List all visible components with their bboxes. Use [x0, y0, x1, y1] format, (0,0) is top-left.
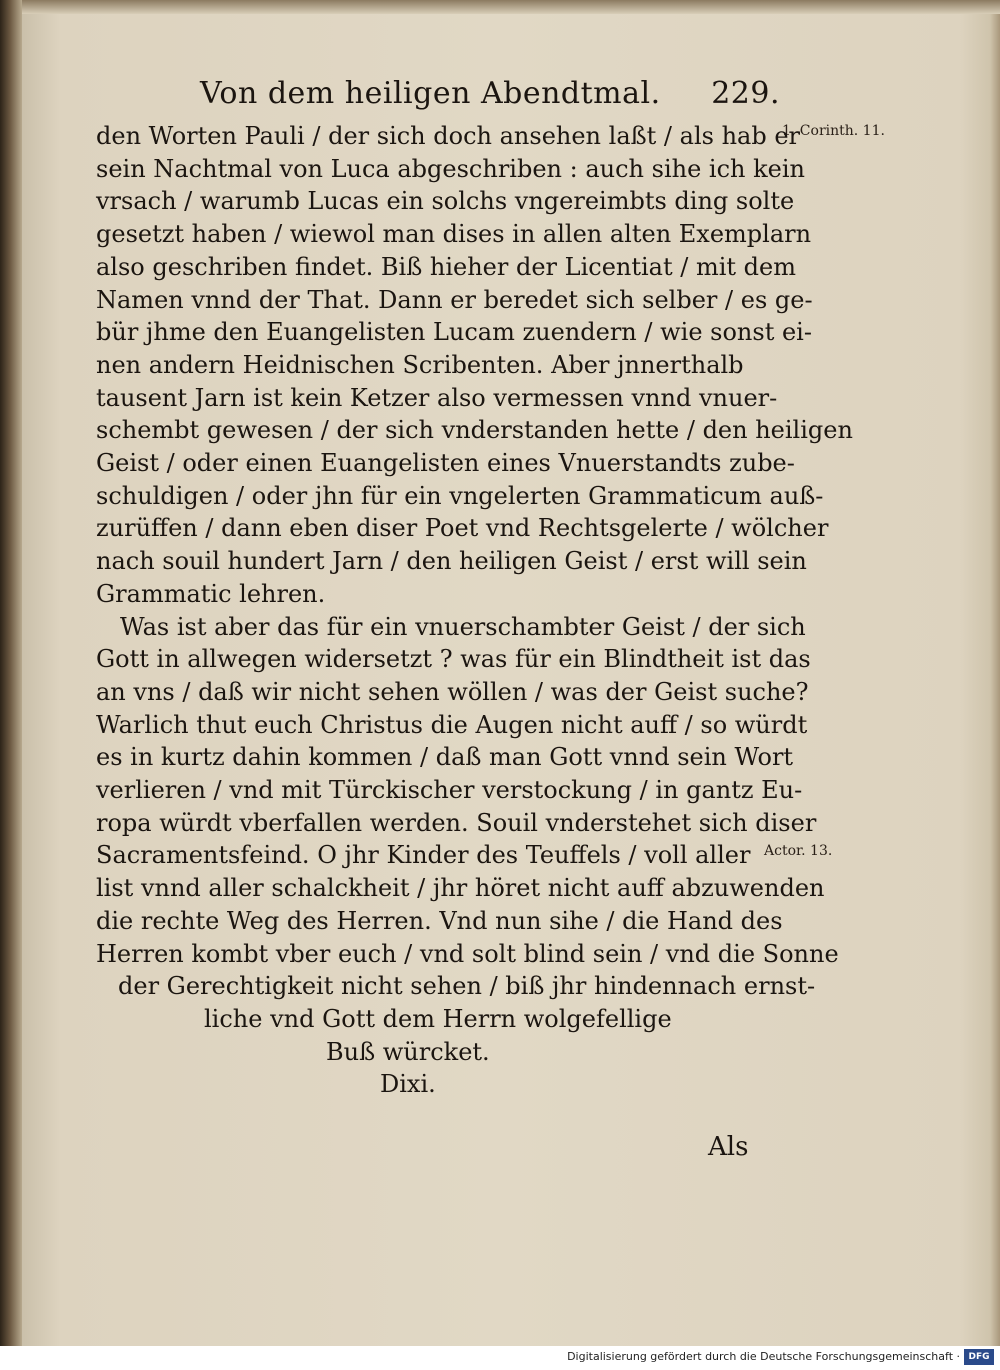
page-number: 229.: [711, 76, 780, 111]
text-line: Herren kombt vber euch / vnd solt blind sein / vnd die Sonne: [96, 939, 839, 968]
text-line: bür jhme den Euangelisten Lucam zuendern / wie sonst ei-: [96, 318, 812, 347]
footer-credit: Digitalisierung gefördert durch die Deutsche Forschungsgemeinschaft ·: [567, 1350, 960, 1363]
page-top-edge: [0, 0, 1000, 14]
text-line: Geist / oder einen Euangelisten eines Vnuerstandts zube-: [96, 449, 795, 478]
text-line: also geschriben findet. Biß hieher der Licentiat / mit dem: [96, 252, 796, 281]
dfg-logo: DFG: [964, 1349, 994, 1365]
running-head-title: Von dem heiligen Abendtmal.: [200, 76, 661, 111]
text-line: an vns / daß wir nicht sehen wöllen / was der Geist suche?: [96, 677, 809, 706]
text-line: zurüffen / dann eben diser Poet vnd Rechtsgelerte / wölcher: [96, 514, 829, 543]
text-line: verlieren / vnd mit Türckischer verstockung / in gantz Eu-: [96, 776, 803, 805]
text-line: Grammatic lehren.: [96, 579, 326, 608]
text-line: sein Nachtmal von Luca abgeschriben : auch sihe ich kein: [96, 154, 805, 183]
text-line: nen andern Heidnischen Scribenten. Aber jnnerthalb: [96, 350, 744, 379]
text-line: der Gerechtigkeit nicht sehen / biß jhr hindennach ernst-: [118, 972, 816, 1001]
text-line: die rechte Weg des Herren. Vnd nun sihe / die Hand des: [96, 906, 783, 935]
book-spine-shadow: [0, 0, 22, 1346]
text-line-closing: Dixi.: [380, 1070, 436, 1099]
text-line: nach souil hundert Jarn / den heiligen Geist / erst will sein: [96, 547, 807, 576]
text-line: liche vnd Gott dem Herrn wolgefellige: [204, 1004, 672, 1033]
text-line: Namen vnnd der That. Dann er beredet sich selber / es ge-: [96, 285, 813, 314]
text-line: ropa würdt vberfallen werden. Souil vnderstehet sich diser: [96, 808, 817, 837]
text-line: Sacramentsfeind. O jhr Kinder des Teuffels / voll aller: [96, 841, 751, 870]
text-line: Buß würcket.: [326, 1037, 490, 1066]
margin-note-corinth: 1. Corinth. 11.: [782, 123, 885, 139]
text-line: schuldigen / oder jhn für ein vngelerten Grammaticum auß-: [96, 481, 824, 510]
text-line: list vnnd aller schalckheit / jhr höret nicht auff abzuwenden: [96, 874, 825, 903]
text-line: Gott in allwegen widersetzt ? was für ein Blindtheit ist das: [96, 645, 811, 674]
text-line-paragraph-start: Was ist aber das für ein vnuerschambter Geist / der sich: [120, 612, 806, 641]
text-line: es in kurtz dahin kommen / daß man Gott vnnd sein Wort: [96, 743, 794, 772]
text-line: tausent Jarn ist kein Ketzer also vermessen vnnd vnuer-: [96, 383, 778, 412]
text-line: gesetzt haben / wiewol man dises in allen alten Exemplarn: [96, 220, 812, 249]
text-line: vrsach / warumb Lucas ein solchs vngereimbts ding solte: [96, 187, 795, 216]
text-line: den Worten Pauli / der sich doch ansehen laßt / als hab er: [96, 122, 801, 150]
margin-note-actor: Actor. 13.: [764, 843, 833, 859]
text-line: Warlich thut euch Christus die Augen nicht auff / so würdt: [96, 710, 808, 739]
catchword: Als: [708, 1132, 749, 1162]
text-line: schembt gewesen / der sich vnderstanden hette / den heiligen: [96, 416, 853, 445]
running-head: [200, 70, 800, 116]
